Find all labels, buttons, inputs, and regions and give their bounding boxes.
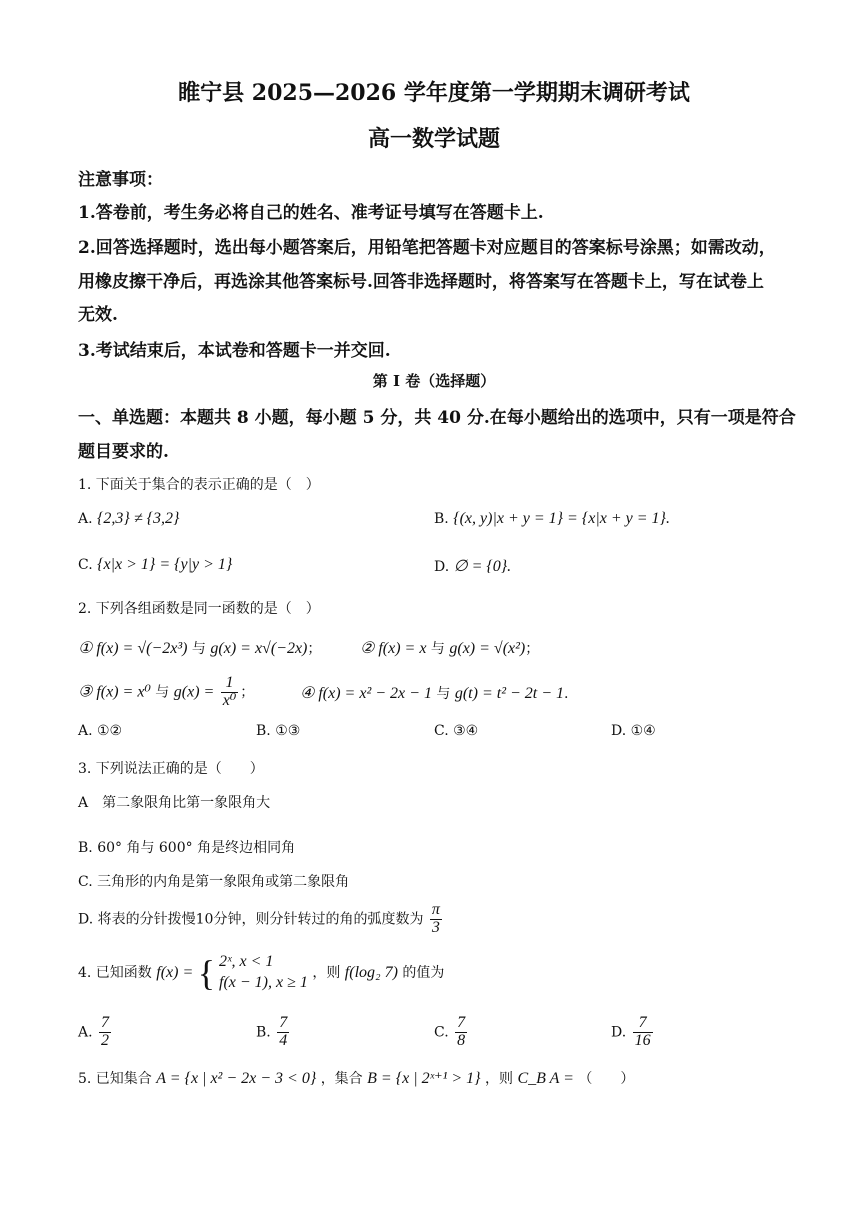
option-label: D. xyxy=(434,559,450,575)
option-label: A. xyxy=(78,511,93,527)
fraction xyxy=(99,1015,111,1050)
note-3: 3.考试结束后，本试卷和答题卡一并交回. xyxy=(78,341,391,361)
stem-math: B = {x | 2ˣ⁺¹ > 1} xyxy=(367,1070,481,1087)
piecewise-row-1: 2ˣ, x < 1 xyxy=(219,953,274,971)
piecewise-function xyxy=(198,952,308,994)
question-3-stem: 3. 下列说法正确的是（ ） xyxy=(78,761,264,777)
item-conj: 与 xyxy=(187,641,211,657)
piecewise-rows xyxy=(219,952,308,994)
stem-text: 的值为 xyxy=(402,965,445,981)
q4-option-c xyxy=(434,1015,469,1050)
item-end: ； xyxy=(525,641,540,657)
fraction-numerator: 7 xyxy=(101,1014,110,1031)
option-label: A. xyxy=(78,1024,93,1041)
q2-option-a: A. ①② xyxy=(78,723,123,739)
left-brace-icon: { xyxy=(197,953,215,993)
option-label: B. xyxy=(256,1024,271,1041)
note-2-line-3: 无效. xyxy=(78,305,118,325)
stem-text: ，则 xyxy=(312,965,341,981)
fraction-denominator: 16 xyxy=(634,1031,651,1049)
q3-option-b: B. 60° 角与 600° 角是终边相同角 xyxy=(78,840,296,856)
item-conj: 与 xyxy=(150,684,174,701)
item-math-g: g(t) = t² − 2t − 1 xyxy=(454,685,565,702)
option-math: ∅ = {0}. xyxy=(453,558,512,575)
stem-math: A = {x | x² − 2x − 3 < 0} xyxy=(156,1070,317,1087)
notes-heading: 注意事项： xyxy=(78,170,163,190)
q2-option-d: D. ①④ xyxy=(611,723,656,739)
q2-option-b: B. ①③ xyxy=(256,723,301,739)
exam-subtitle: 高一数学试题 xyxy=(367,126,500,152)
question-1-stem: 1. 下面关于集合的表示正确的是（ ） xyxy=(78,477,320,493)
q3-option-a: A 第二象限角比第一象限角大 xyxy=(78,795,271,811)
question-4-stem xyxy=(78,952,444,994)
stem-text: ，则 xyxy=(485,1071,514,1087)
fraction xyxy=(430,902,442,937)
q1-option-c xyxy=(78,556,232,574)
fraction-denominator: 4 xyxy=(279,1031,288,1049)
q2-item-1 xyxy=(78,638,321,658)
option-label: C. xyxy=(434,1024,449,1041)
fraction-numerator: 1 xyxy=(221,675,239,693)
item-end: . xyxy=(564,686,569,702)
item-math-f: ④ f(x) = x² − 2x − 1 xyxy=(300,685,432,702)
item-math-f: ② f(x) = x xyxy=(360,640,427,657)
exam-title: 睢宁县 2025—2026 学年度第一学期期末调研考试 xyxy=(178,80,690,106)
fraction-denominator: 2 xyxy=(101,1031,110,1049)
section-intro-line-2: 题目要求的. xyxy=(78,442,169,462)
item-math-f: ① f(x) = √(−2x³) xyxy=(78,640,188,657)
fraction-numerator: 7 xyxy=(633,1015,653,1033)
fraction-numerator: 7 xyxy=(279,1014,288,1031)
fraction-numerator: π xyxy=(431,901,440,918)
fraction-denominator: 3 xyxy=(431,918,440,936)
item-conj: 与 xyxy=(431,686,455,702)
option-label: B. xyxy=(434,511,449,527)
option-math: {(x, y)|x + y = 1} = {x|x + y = 1}. xyxy=(453,510,670,527)
item-math-g: g(x) = xyxy=(173,683,215,701)
fraction-denominator: 8 xyxy=(457,1031,466,1049)
item-conj: 与 xyxy=(426,641,450,657)
fraction xyxy=(633,1015,653,1050)
q2-item-3 xyxy=(78,675,254,710)
stem-text: 4. 已知函数 xyxy=(78,965,152,981)
item-math-g: g(x) = x√(−2x) xyxy=(210,640,308,657)
item-math-f: ③ f(x) = x⁰ xyxy=(78,683,151,701)
stem-text: （ ） xyxy=(578,1071,635,1087)
note-2-line-2: 用橡皮擦干净后，再选涂其他答案标号.回答非选择题时，将答案写在答题卡上，写在试卷上 xyxy=(78,272,764,292)
q1-option-b xyxy=(434,510,670,528)
note-2-line-1: 2.回答选择题时，选出每小题答案后，用铅笔把答题卡对应题目的答案标号涂黑；如需改动， xyxy=(78,238,776,258)
q2-item-4 xyxy=(300,683,568,703)
fraction xyxy=(277,1015,289,1050)
stem-text: 5. 已知集合 xyxy=(78,1071,152,1087)
item-end: ； xyxy=(240,684,255,701)
q3-option-d xyxy=(78,902,444,937)
option-math: {x|x > 1} = {y|y > 1} xyxy=(97,556,233,573)
q1-option-d xyxy=(434,556,511,576)
note-1: 1.答卷前，考生务必将自己的姓名、准考证号填写在答题卡上. xyxy=(78,203,544,223)
part-heading: 第 I 卷（选择题） xyxy=(372,372,496,390)
fraction xyxy=(455,1015,467,1050)
stem-math: f(x) = xyxy=(156,964,194,981)
q4-option-a xyxy=(78,1015,113,1050)
item-end: ； xyxy=(307,641,322,657)
option-label: C. xyxy=(78,557,93,573)
stem-math: C_B A = xyxy=(517,1070,574,1087)
option-text: D. 将表的分针拨慢10分钟，则分针转过的角的弧度数为 xyxy=(78,911,424,928)
q2-option-c: C. ③④ xyxy=(434,723,479,739)
question-2-stem: 2. 下列各组函数是同一函数的是（ ） xyxy=(78,601,320,617)
stem-math: f(log₂ 7) xyxy=(344,964,398,981)
stem-text: ，集合 xyxy=(320,1071,363,1087)
option-math: {2,3} ≠ {3,2} xyxy=(97,510,180,527)
q2-item-2 xyxy=(360,638,539,658)
fraction xyxy=(221,675,239,710)
question-5-stem xyxy=(78,1068,634,1088)
section-intro-line-1: 一、单选题：本题共 8 小题，每小题 5 分，共 40 分.在每小题给出的选项中，只有一项是符合 xyxy=(78,408,796,428)
q3-option-c: C. 三角形的内角是第一象限角或第二象限角 xyxy=(78,874,350,890)
piecewise-row-2: f(x − 1), x ≥ 1 xyxy=(219,974,308,991)
q4-option-d xyxy=(611,1015,655,1050)
item-math-g: g(x) = √(x²) xyxy=(449,640,526,657)
q1-option-a xyxy=(78,510,179,528)
option-label: D. xyxy=(611,1024,627,1041)
q4-option-b xyxy=(256,1015,291,1050)
fraction-numerator: 7 xyxy=(457,1014,466,1031)
fraction-denominator: x⁰ xyxy=(222,691,237,709)
